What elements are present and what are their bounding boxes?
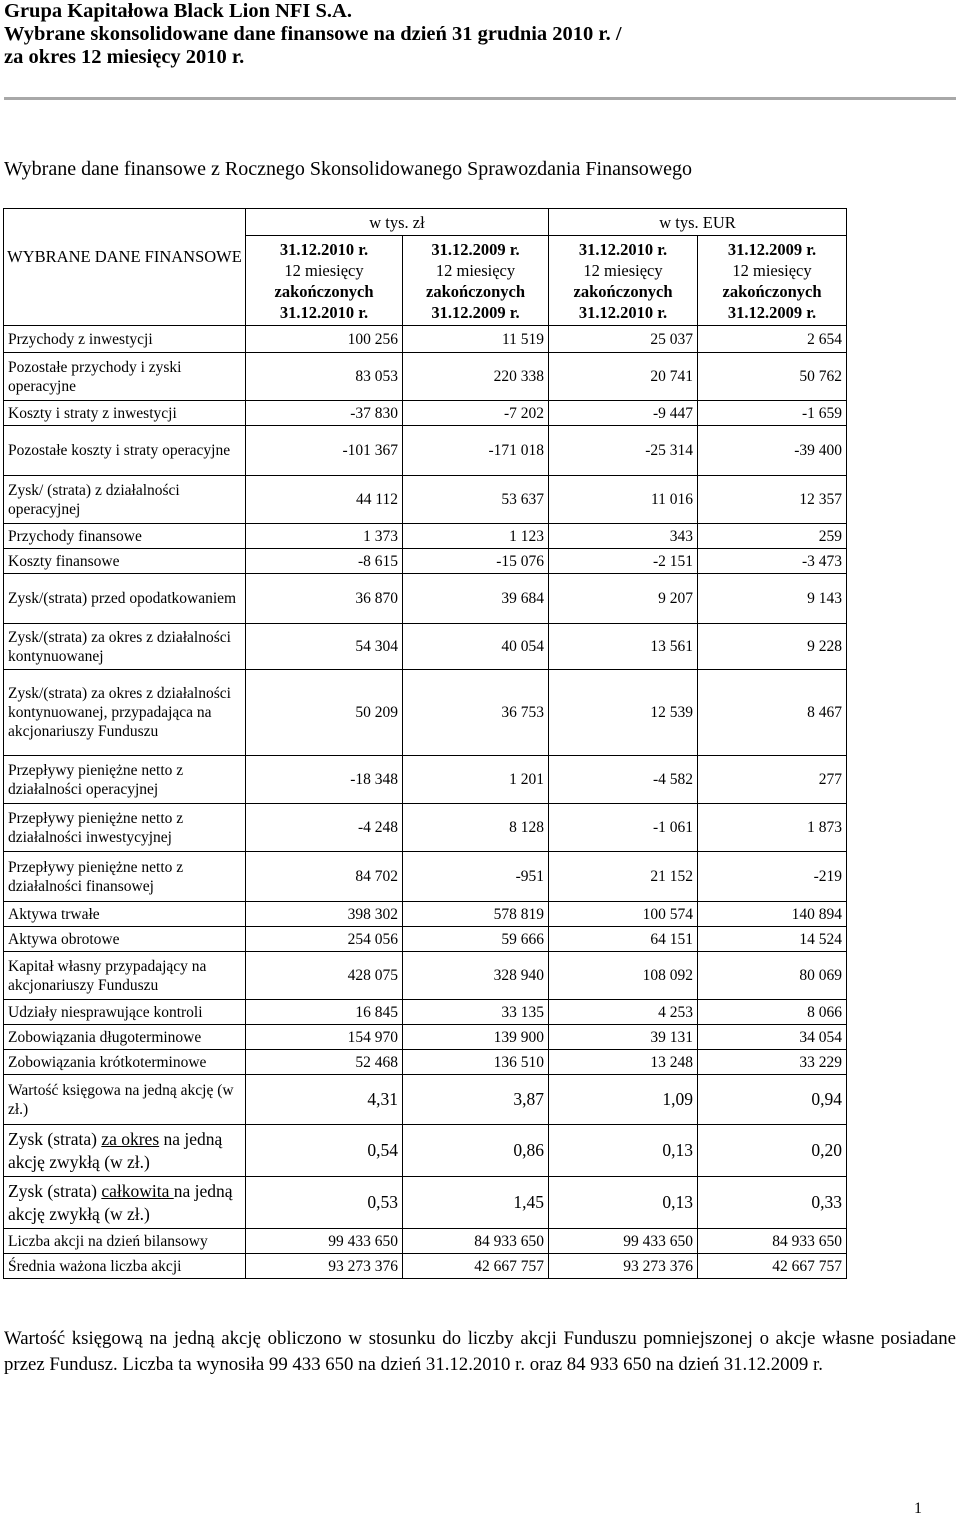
row-label: Pozostałe przychody i zyski operacyjne	[4, 353, 246, 401]
value-cell: -171 018	[403, 426, 549, 476]
table-row	[4, 1254, 847, 1279]
table-row	[4, 1125, 847, 1177]
period-ended-label: zakończonych	[274, 282, 374, 301]
period-end-date: 31.12.2010 r.	[578, 303, 668, 322]
table-row	[4, 401, 847, 426]
period-header	[403, 236, 549, 326]
value-cell: 84 933 650	[698, 1229, 847, 1254]
value-cell: 44 112	[246, 476, 403, 524]
value-cell: -1 061	[549, 804, 698, 852]
value-cell: -18 348	[246, 756, 403, 804]
report-title: Wybrane skonsolidowane dane finansowe na dzień 31 grudnia 2010 r. /	[4, 23, 622, 45]
value-cell: 9 228	[698, 624, 847, 670]
row-label-underlined-text: całkowita	[101, 1180, 174, 1201]
value-cell: -39 400	[698, 426, 847, 476]
table-row	[4, 1025, 847, 1050]
unit-header-eur: w tys. EUR	[549, 209, 847, 236]
value-cell: 0,20	[698, 1125, 847, 1177]
value-cell: 50 762	[698, 353, 847, 401]
value-cell: 14 524	[698, 927, 847, 952]
period-ended-label: zakończonych	[722, 282, 822, 301]
row-label: Koszty finansowe	[4, 549, 246, 574]
period-end-date: 31.12.2009 r.	[727, 303, 817, 322]
value-cell: 259	[698, 524, 847, 549]
value-cell: 328 940	[403, 952, 549, 1000]
value-cell: 99 433 650	[549, 1229, 698, 1254]
value-cell: 9 207	[549, 574, 698, 624]
table-row	[4, 426, 847, 476]
table-row	[4, 1075, 847, 1125]
value-cell: -219	[698, 852, 847, 902]
table-row	[4, 1229, 847, 1254]
document-header	[4, 0, 956, 69]
row-label	[4, 1125, 246, 1177]
value-cell: 53 637	[403, 476, 549, 524]
row-label: Pozostałe koszty i straty operacyjne	[4, 426, 246, 476]
row-label: Przychody z inwestycji	[4, 326, 246, 353]
value-cell: 1,45	[403, 1177, 549, 1229]
section-title: Wybrane dane finansowe z Rocznego Skonsolidowanego Sprawozdania Finansowego	[4, 158, 693, 180]
row-label-text: na jedną akcję zwykłą (w zł.)	[8, 1180, 233, 1224]
value-cell: 139 900	[403, 1025, 549, 1050]
row-label: Zysk/ (strata) z działalności operacyjnej	[4, 476, 246, 524]
value-cell: 59 666	[403, 927, 549, 952]
company-name: Grupa Kapitałowa Black Lion NFI S.A.	[4, 0, 352, 22]
table-row	[4, 524, 847, 549]
row-label-text: Zysk (strata)	[8, 1128, 102, 1149]
header-divider	[4, 97, 956, 100]
period-header	[698, 236, 847, 326]
value-cell: 8 128	[403, 804, 549, 852]
period-date: 31.12.2009 r.	[431, 240, 520, 259]
value-cell: -7 202	[403, 401, 549, 426]
period-ended-label: zakończonych	[573, 282, 673, 301]
row-label: Koszty i straty z inwestycji	[4, 401, 246, 426]
value-cell: 1 123	[403, 524, 549, 549]
value-cell: 0,94	[698, 1075, 847, 1125]
table-row	[4, 670, 847, 756]
table-row	[4, 353, 847, 401]
row-label: Zysk/(strata) przed opodatkowaniem	[4, 574, 246, 624]
value-cell: 3,87	[403, 1075, 549, 1125]
row-label: Przychody finansowe	[4, 524, 246, 549]
table-row	[4, 852, 847, 902]
value-cell: 136 510	[403, 1050, 549, 1075]
value-cell: 25 037	[549, 326, 698, 353]
value-cell: -37 830	[246, 401, 403, 426]
value-cell: 39 684	[403, 574, 549, 624]
row-label: Wartość księgowa na jedną akcję (w zł.)	[4, 1075, 246, 1125]
value-cell: 36 753	[403, 670, 549, 756]
value-cell: 50 209	[246, 670, 403, 756]
row-label: Udziały niesprawujące kontroli	[4, 1000, 246, 1025]
row-label-text: Zysk (strata)	[8, 1180, 102, 1201]
value-cell: -8 615	[246, 549, 403, 574]
value-cell: 13 248	[549, 1050, 698, 1075]
row-label: Zysk/(strata) za okres z działalności kontynuowanej	[4, 624, 246, 670]
table-header-units-row	[4, 209, 847, 236]
value-cell: 21 152	[549, 852, 698, 902]
row-label: Zysk/(strata) za okres z działalności kontynuowanej, przypadająca na akcjonariuszy Funduszu	[4, 670, 246, 756]
value-cell: -1 659	[698, 401, 847, 426]
table-row	[4, 326, 847, 353]
value-cell: 220 338	[403, 353, 549, 401]
footnote: Wartość księgową na jedną akcję obliczono w stosunku do liczby akcji Funduszu pomniejszonej o akcje własne posiadane przez Fundusz. Liczba ta wynosiła 99 433 650 na dzień 31.12.2010 r. oraz 84 933 650 na dzień 31.12.2009 r.	[4, 1328, 956, 1375]
table-row	[4, 952, 847, 1000]
row-label: Średnia ważona liczba akcji	[4, 1254, 246, 1279]
value-cell: 0,13	[549, 1125, 698, 1177]
value-cell: 100 574	[549, 902, 698, 927]
value-cell: 0,53	[246, 1177, 403, 1229]
value-cell: -3 473	[698, 549, 847, 574]
financial-data-table	[3, 208, 847, 1279]
row-label: Przepływy pieniężne netto z działalności finansowej	[4, 852, 246, 902]
value-cell: 0,33	[698, 1177, 847, 1229]
table-row	[4, 624, 847, 670]
row-label: Aktywa trwałe	[4, 902, 246, 927]
table-row	[4, 1000, 847, 1025]
value-cell: 428 075	[246, 952, 403, 1000]
value-cell: 140 894	[698, 902, 847, 927]
value-cell: 54 304	[246, 624, 403, 670]
period-ended-label: zakończonych	[426, 282, 525, 301]
table-row	[4, 756, 847, 804]
value-cell: 8 066	[698, 1000, 847, 1025]
value-cell: 4 253	[549, 1000, 698, 1025]
row-label-underlined-text: za okres	[101, 1128, 160, 1149]
value-cell: 64 151	[549, 927, 698, 952]
value-cell: 42 667 757	[403, 1254, 549, 1279]
value-cell: -9 447	[549, 401, 698, 426]
period-length: 12 miesięcy	[583, 261, 663, 280]
table-row	[4, 902, 847, 927]
value-cell: 11 016	[549, 476, 698, 524]
value-cell: 93 273 376	[549, 1254, 698, 1279]
period-header	[246, 236, 403, 326]
value-cell: 42 667 757	[698, 1254, 847, 1279]
row-label: Liczba akcji na dzień bilansowy	[4, 1229, 246, 1254]
value-cell: 16 845	[246, 1000, 403, 1025]
row-label: Przepływy pieniężne netto z działalności operacyjnej	[4, 756, 246, 804]
value-cell: 2 654	[698, 326, 847, 353]
value-cell: -4 582	[549, 756, 698, 804]
table-row	[4, 549, 847, 574]
value-cell: 4,31	[246, 1075, 403, 1125]
value-cell: 52 468	[246, 1050, 403, 1075]
table-row	[4, 804, 847, 852]
value-cell: 343	[549, 524, 698, 549]
value-cell: 0,13	[549, 1177, 698, 1229]
value-cell: -2 151	[549, 549, 698, 574]
value-cell: 12 539	[549, 670, 698, 756]
value-cell: -951	[403, 852, 549, 902]
value-cell: 99 433 650	[246, 1229, 403, 1254]
value-cell: 40 054	[403, 624, 549, 670]
value-cell: 1,09	[549, 1075, 698, 1125]
unit-header-pln: w tys. zł	[246, 209, 549, 236]
value-cell: 8 467	[698, 670, 847, 756]
row-label: Aktywa obrotowe	[4, 927, 246, 952]
period-header	[549, 236, 698, 326]
value-cell: -15 076	[403, 549, 549, 574]
table-row	[4, 574, 847, 624]
value-cell: 1 201	[403, 756, 549, 804]
value-cell: 254 056	[246, 927, 403, 952]
value-cell: 578 819	[403, 902, 549, 927]
value-cell: 11 519	[403, 326, 549, 353]
value-cell: 0,86	[403, 1125, 549, 1177]
row-label-text: na jedną akcję zwykłą (w zł.)	[8, 1128, 223, 1172]
page-number: 1	[914, 1500, 922, 1517]
value-cell: 1 873	[698, 804, 847, 852]
value-cell: 83 053	[246, 353, 403, 401]
value-cell: 84 933 650	[403, 1229, 549, 1254]
value-cell: 154 970	[246, 1025, 403, 1050]
label-column-header: WYBRANE DANE FINANSOWE	[4, 209, 246, 326]
period-date: 31.12.2010 r.	[578, 240, 668, 259]
row-label: Przepływy pieniężne netto z działalności inwestycyjnej	[4, 804, 246, 852]
period-end-date: 31.12.2009 r.	[431, 303, 520, 322]
table-row	[4, 1177, 847, 1229]
value-cell: 34 054	[698, 1025, 847, 1050]
value-cell: -101 367	[246, 426, 403, 476]
period-date: 31.12.2010 r.	[279, 240, 369, 259]
period-length: 12 miesięcy	[435, 261, 516, 280]
value-cell: 0,54	[246, 1125, 403, 1177]
row-label	[4, 1177, 246, 1229]
value-cell: 33 229	[698, 1050, 847, 1075]
value-cell: -4 248	[246, 804, 403, 852]
table-row	[4, 476, 847, 524]
value-cell: 100 256	[246, 326, 403, 353]
period-length: 12 miesięcy	[284, 261, 364, 280]
report-period: za okres 12 miesięcy 2010 r.	[4, 46, 245, 68]
row-label: Kapitał własny przypadający na akcjonariuszy Funduszu	[4, 952, 246, 1000]
row-label: Zobowiązania krótkoterminowe	[4, 1050, 246, 1075]
value-cell: 93 273 376	[246, 1254, 403, 1279]
value-cell: 20 741	[549, 353, 698, 401]
period-date: 31.12.2009 r.	[727, 240, 817, 259]
value-cell: 398 302	[246, 902, 403, 927]
value-cell: 108 092	[549, 952, 698, 1000]
table-row	[4, 1050, 847, 1075]
table-row	[4, 927, 847, 952]
value-cell: 1 373	[246, 524, 403, 549]
period-length: 12 miesięcy	[732, 261, 812, 280]
row-label: Zobowiązania długoterminowe	[4, 1025, 246, 1050]
value-cell: 33 135	[403, 1000, 549, 1025]
value-cell: 80 069	[698, 952, 847, 1000]
value-cell: 12 357	[698, 476, 847, 524]
value-cell: 39 131	[549, 1025, 698, 1050]
value-cell: 277	[698, 756, 847, 804]
value-cell: -25 314	[549, 426, 698, 476]
value-cell: 9 143	[698, 574, 847, 624]
value-cell: 36 870	[246, 574, 403, 624]
value-cell: 13 561	[549, 624, 698, 670]
period-end-date: 31.12.2010 r.	[279, 303, 369, 322]
value-cell: 84 702	[246, 852, 403, 902]
